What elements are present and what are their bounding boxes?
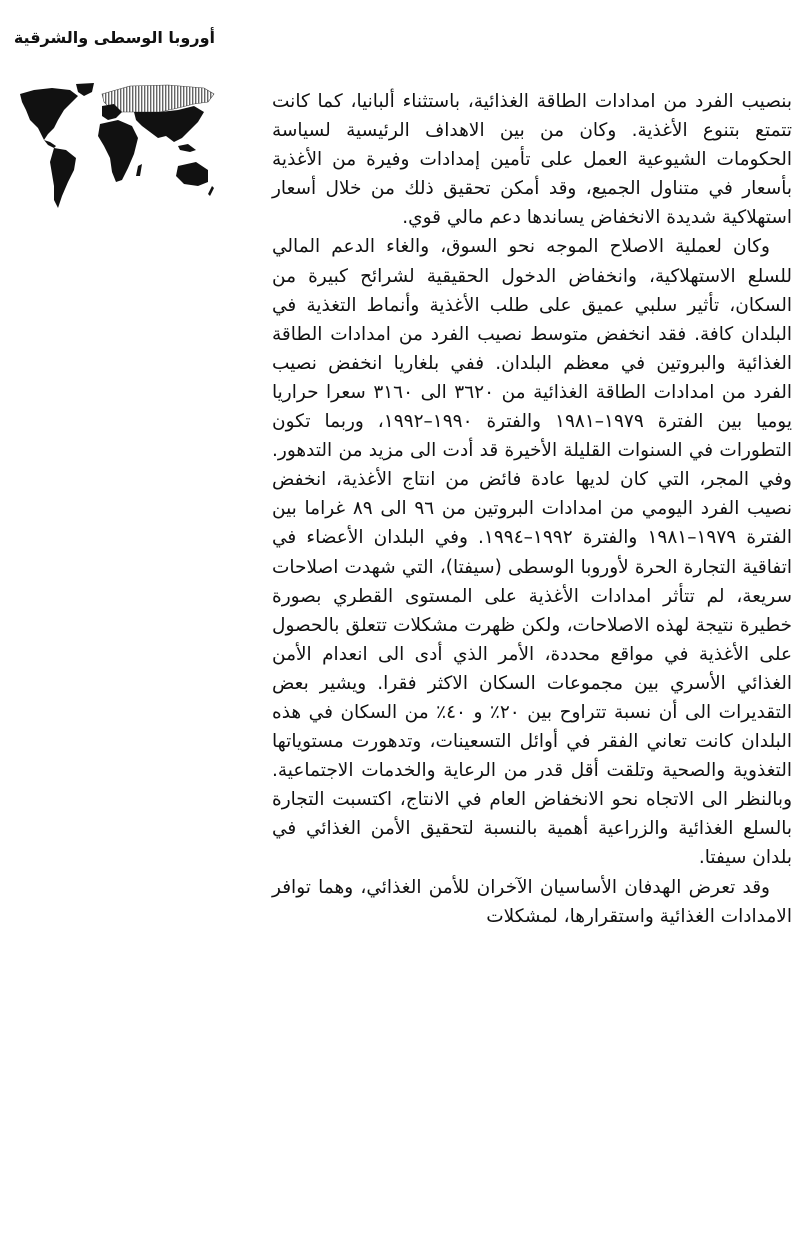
north-america — [20, 88, 78, 140]
central-america — [44, 140, 56, 148]
paragraph-3: وقد تعرض الهدفان الأساسيان الآخران للأمن الغذائي، وهما توافر الامدادات الغذائية واستقرارها، لمشكلات — [272, 876, 792, 927]
paragraph-1: بنصيب الفرد من امدادات الطاقة الغذائية، باستثناء ألبانيا، كما كانت تتمتع بتنوع الأغذية. وكان من بين الاهداف الرئيسية لسياسة الحكومات الشيوعية العمل على تأمين إمدادات وفيرة من الأغذية بأسعار في متناول الجميع، وقد أمكن تحقيق ذلك من خلال أسعار استهلاكية شديدة الانخفاض يساندها دعم مالي قوي. — [272, 91, 792, 229]
africa — [98, 120, 138, 182]
south-america — [50, 148, 76, 208]
southeast-asia — [178, 144, 196, 152]
paragraph-2: وكان لعملية الاصلاح الموجه نحو السوق، والغاء الدعم المالي للسلع الاستهلاكية، وانخفاض الدخول الحقيقية لشرائح كبيرة من السكان، تأثير سلبي عميق على طلب الأغذية وأنماط التغذية في البلدان كافة. فقد انخفض متوسط نصيب الفرد من امدادات الطاقة الغذائية والبروتين في معظم البلدان. ففي بلغاريا انخفض نصيب الفرد من امدادات الطاقة الغذائية من ٣٦٢٠ الى ٣١٦٠ سعرا حراريا يوميا بين الفترة ١٩٧٩–١٩٨١ والفترة ١٩٩٠–١٩٩٢، وربما تكون التطورات في السنوات القليلة الأخيرة قد أدت الى مزيد من التدهور. وفي المجر، التي كان لديها عادة فائض من انتاج الأغذية، انخفض نصيب الفرد اليومي من امدادات البروتين من ٩٦ الى ٨٩ غراما بين الفترة ١٩٧٩–١٩٨١ والفترة ١٩٩٢–١٩٩٤. وفي البلدان الأعضاء في اتفاقية التجارة الحرة لأوروبا الوسطى (سيفتا)، التي شهدت اصلاحات سريعة، لم تتأثر امدادات الأغذية على المستوى القطري بصورة خطيرة نتيجة لهذه الاصلاحات، ولكن ظهرت مشكلات تتعلق بالحصول على الأغذية في مواقع محددة، الأمر الذي أدى الى انعدام الأمن الغذائي الأسري بين مجموعات السكان الاكثر فقرا. ويشير بعض التقديرات الى أن نسبة تتراوح بين ٢٠٪ و ٤٠٪ من السكان في هذه البلدان كانت تعاني الفقر في أوائل التسعينات، وتدهورت مستوياتها التغذوية والصحية وتلقت أقل قدر من الرعاية والخدمات الاجتماعية. وبالنظر الى الاتجاه نحو الانخفاض العام في الانتاج، اكتسبت التجارة بالسلع الغذائية والزراعية أهمية بالنسبة لتحقيق الأمن الغذائي في بلدان سيفتا. — [272, 236, 792, 869]
world-map-icon — [18, 82, 216, 232]
section-title: أوروبا الوسطى والشرقية — [13, 28, 215, 47]
australia — [176, 162, 208, 186]
greenland — [76, 83, 94, 96]
body-text — [272, 87, 792, 931]
new-zealand — [208, 186, 214, 196]
madagascar — [136, 164, 142, 176]
